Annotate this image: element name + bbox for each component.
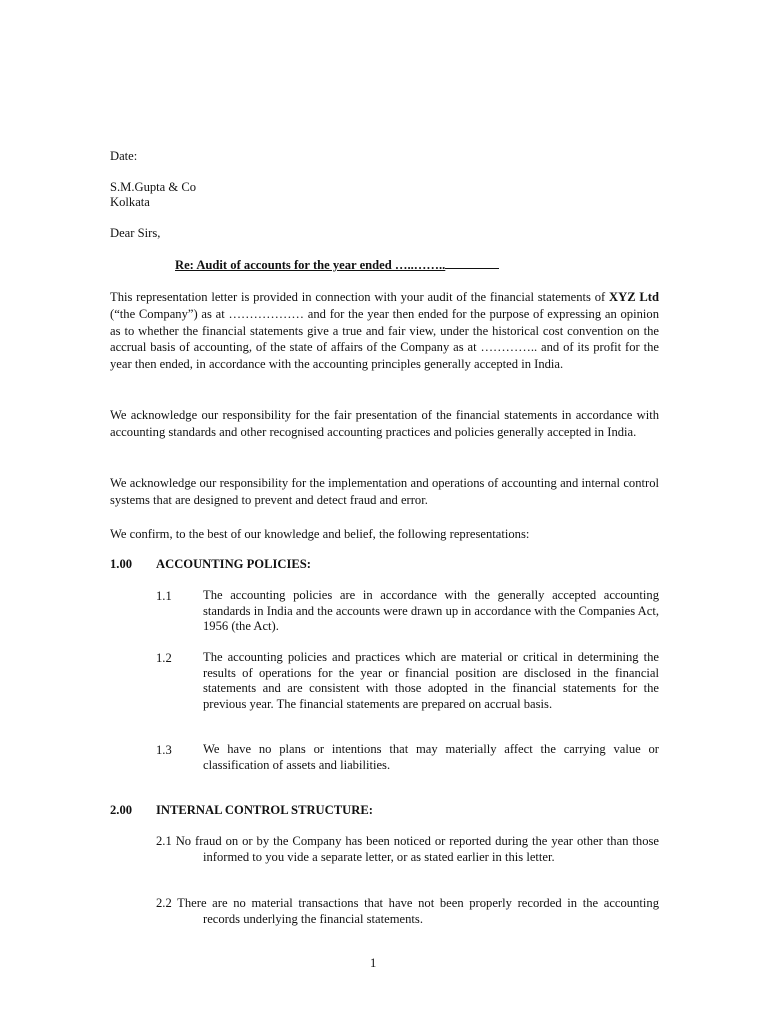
item-text: There are no material transactions that have not been properly recorded in the accounting records underlying the financial statements.: [177, 896, 659, 926]
section-title: ACCOUNTING POLICIES:: [156, 557, 311, 571]
addressee-city: Kolkata: [110, 195, 150, 209]
item-number: 2.2: [156, 896, 172, 910]
subject-underline: [445, 256, 499, 269]
intro-line1: This representation letter is provided in connection with your audit of the financial statements of: [110, 290, 606, 304]
section-number: 1.00: [110, 557, 133, 571]
item-text: The accounting policies and practices which are material or critical in determining the results of operations for the year or financial position are disclosed in the financial statements and are consistent with those adopted in the financial statements for the previous year. The financial statements are prepared on accrual basis.: [203, 650, 659, 711]
addressee-name: S.M.Gupta & Co: [110, 180, 197, 194]
responsibility-paragraph: We acknowledge our responsibility for the fair presentation of the financial statements in accordance with accounting standards and other recognised accounting practices and policies generally accepted in India.: [110, 408, 659, 439]
item-text: We have no plans or intentions that may materially affect the carrying value or classification of assets and liabilities.: [203, 742, 659, 772]
internal-control-paragraph: We acknowledge our responsibility for the implementation and operations of accounting and internal control systems that are designed to prevent and detect fraud and error.: [110, 476, 659, 507]
page-number: 1: [370, 956, 377, 970]
item-number: 1.1: [156, 589, 172, 603]
date-label: Date:: [110, 149, 138, 163]
hanging-item: [156, 896, 659, 927]
subject-line: [175, 256, 499, 273]
item-number: 1.3: [156, 743, 172, 757]
item-number: 2.1: [156, 834, 172, 848]
company-name: XYZ Ltd: [609, 290, 659, 304]
section-number: 2.00: [110, 803, 133, 817]
hanging-item: [156, 834, 659, 865]
confirm-paragraph: We confirm, to the best of our knowledge and belief, the following representations:: [110, 527, 530, 541]
subject-text: Re: Audit of accounts for the year ended …..……..: [175, 258, 446, 272]
salutation: Dear Sirs,: [110, 226, 161, 240]
intro-paragraph: [110, 289, 659, 373]
intro-rest: (“the Company”) as at ……………… and for the year then ended for the purpose of expressing an opinion as to whether the financial statements give a true and fair view, under the historical cost convention on the accrual basis of accounting, of the state of affairs of the Company as at ………….. and of its profit for the year then ended, in accordance with the accounting principles generally accepted in India.: [110, 306, 659, 372]
item-text: The accounting policies are in accordance with the generally accepted accounting standards in India and the accounts were drawn up in accordance with the Companies Act, 1956 (the Act).: [203, 588, 659, 634]
item-number: 1.2: [156, 651, 172, 665]
section-title: INTERNAL CONTROL STRUCTURE:: [156, 803, 373, 817]
item-text: No fraud on or by the Company has been noticed or reported during the year other than those informed to you vide a separate letter, or as stated earlier in this letter.: [175, 834, 659, 864]
